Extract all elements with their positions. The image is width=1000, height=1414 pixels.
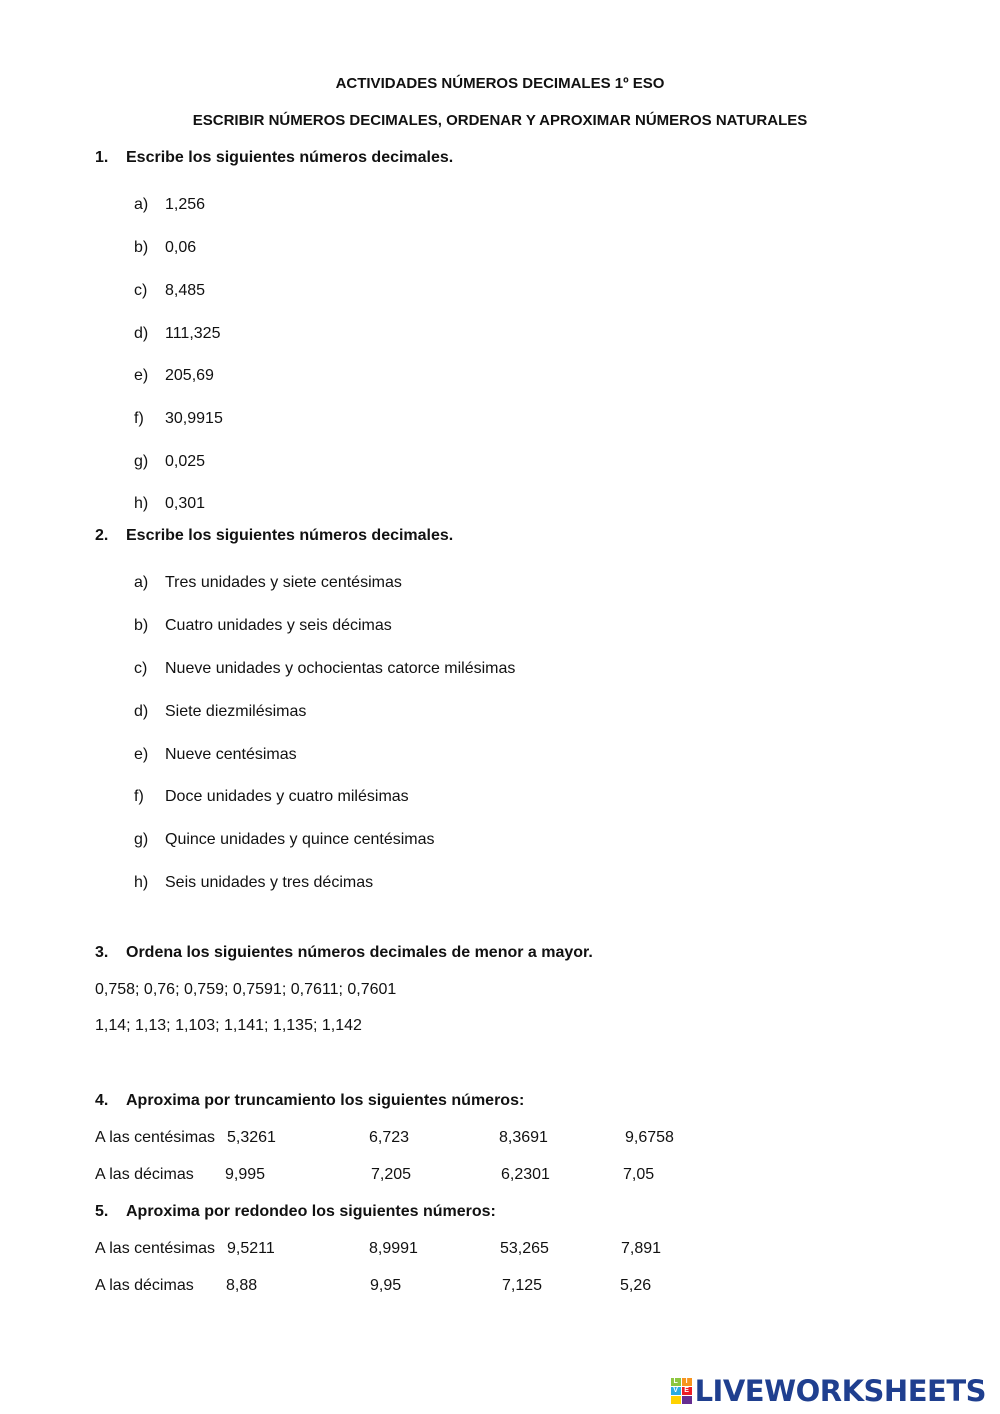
question-4-number: 4. [95, 1092, 109, 1109]
logo-tile-5 [671, 1396, 681, 1404]
q2-item-f-text: Doce unidades y cuatro milésimas [165, 788, 409, 805]
question-1-text: Escribe los siguientes números decimales. [126, 149, 454, 166]
question-4-text: Aproxima por truncamiento los siguientes números: [126, 1092, 525, 1109]
logo-tile-1: L [671, 1378, 681, 1386]
q2-item-b-letter: b) [134, 617, 149, 634]
q5-row-1-value-1: 9,5211 [227, 1240, 275, 1257]
q1-item-f-text: 30,9915 [165, 410, 223, 427]
q2-item-e-text: Nueve centésimas [165, 746, 297, 763]
q2-item-d-letter: d) [134, 703, 149, 720]
q2-item-f-letter: f) [134, 788, 144, 805]
q2-item-a-text: Tres unidades y siete centésimas [165, 574, 402, 591]
q2-item-b-text: Cuatro unidades y seis décimas [165, 617, 392, 634]
question-1-number: 1. [95, 149, 109, 166]
q2-item-d-text: Siete diezmilésimas [165, 703, 307, 720]
q5-row-2-value-3: 7,125 [502, 1277, 543, 1294]
q4-row-2-value-3: 6,2301 [501, 1166, 550, 1183]
q2-item-h-letter: h) [134, 874, 149, 891]
logo-tile-6 [682, 1396, 692, 1404]
question-5-number: 5. [95, 1203, 109, 1220]
q4-row-2-value-4: 7,05 [623, 1166, 655, 1183]
logo-mark-icon [671, 1378, 692, 1404]
q4-row-1-value-2: 6,723 [369, 1129, 410, 1146]
q1-item-d-text: 111,325 [165, 325, 221, 342]
logo-wordmark: LIVEWORKSHEETS [694, 1374, 986, 1408]
q5-row-2-value-1: 8,88 [226, 1277, 258, 1294]
q1-item-c-letter: c) [134, 282, 148, 299]
q1-item-b-text: 0,06 [165, 239, 197, 256]
q5-row-1-value-4: 7,891 [621, 1240, 662, 1257]
q4-row-2-value-2: 7,205 [371, 1166, 412, 1183]
question-3-number: 3. [95, 944, 109, 961]
q4-row-2-value-1: 9,995 [225, 1166, 266, 1183]
q5-row-2-label: A las décimas [95, 1277, 194, 1294]
question-5-text: Aproxima por redondeo los siguientes números: [126, 1203, 496, 1220]
q2-item-a-letter: a) [134, 574, 149, 591]
q1-item-h-text: 0,301 [165, 495, 206, 512]
question-2-number: 2. [95, 527, 109, 544]
q4-row-2-label: A las décimas [95, 1166, 194, 1183]
q1-item-e-text: 205,69 [165, 367, 214, 384]
question-3-text: Ordena los siguientes números decimales de menor a mayor. [126, 944, 593, 961]
q1-item-a-letter: a) [134, 196, 149, 213]
q2-item-g-letter: g) [134, 831, 149, 848]
q1-item-g-text: 0,025 [165, 453, 206, 470]
q1-item-b-letter: b) [134, 239, 149, 256]
logo-tile-3: V [671, 1387, 681, 1395]
q1-item-f-letter: f) [134, 410, 144, 427]
page-subtitle: ESCRIBIR NÚMEROS DECIMALES, ORDENAR Y APROXIMAR NÚMEROS NATURALES [192, 112, 808, 129]
q5-row-1-value-3: 53,265 [500, 1240, 549, 1257]
q4-row-1-value-4: 9,6758 [625, 1129, 674, 1146]
q4-row-1-value-1: 5,3261 [227, 1129, 276, 1146]
q1-item-a-text: 1,256 [165, 196, 206, 213]
q4-row-1-label: A las centésimas [95, 1129, 216, 1146]
q2-item-c-text: Nueve unidades y ochocientas catorce milésimas [165, 660, 516, 677]
q1-item-d-letter: d) [134, 325, 149, 342]
q5-row-2-value-4: 5,26 [620, 1277, 652, 1294]
q5-row-2-value-2: 9,95 [370, 1277, 402, 1294]
page-title: ACTIVIDADES NÚMEROS DECIMALES 1º ESO [335, 75, 665, 92]
q1-item-e-letter: e) [134, 367, 149, 384]
q2-item-g-text: Quince unidades y quince centésimas [165, 831, 435, 848]
q5-row-1-label: A las centésimas [95, 1240, 216, 1257]
q2-item-h-text: Seis unidades y tres décimas [165, 874, 374, 891]
logo-tile-2: I [682, 1378, 692, 1386]
q1-item-h-letter: h) [134, 495, 149, 512]
q2-item-e-letter: e) [134, 746, 149, 763]
q3-sequence-1: 0,758; 0,76; 0,759; 0,7591; 0,7611; 0,7601 [95, 981, 397, 998]
question-2-text: Escribe los siguientes números decimales. [126, 527, 454, 544]
logo-tile-4: E [682, 1387, 692, 1395]
q1-item-c-text: 8,485 [165, 282, 206, 299]
q1-item-g-letter: g) [134, 453, 149, 470]
q2-item-c-letter: c) [134, 660, 148, 677]
q3-sequence-2: 1,14; 1,13; 1,103; 1,141; 1,135; 1,142 [95, 1017, 362, 1034]
q5-row-1-value-2: 8,9991 [369, 1240, 418, 1257]
liveworksheets-logo[interactable] [671, 1374, 986, 1408]
q4-row-1-value-3: 8,3691 [499, 1129, 548, 1146]
